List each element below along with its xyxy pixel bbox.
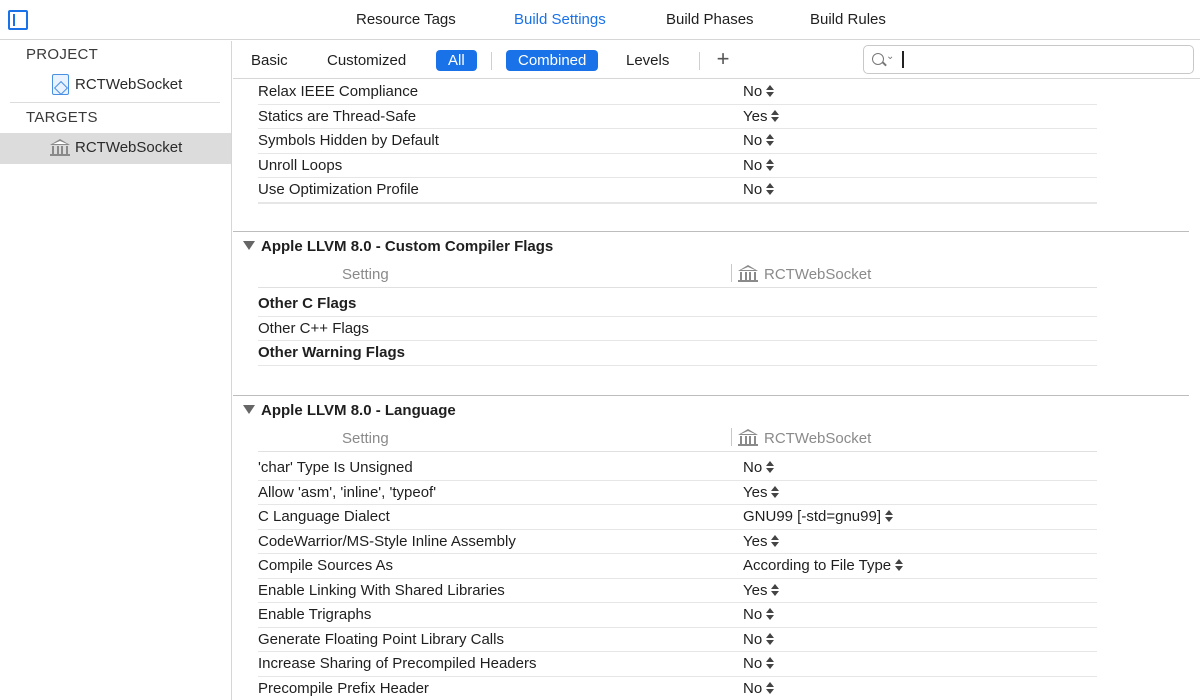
column-header	[258, 426, 1097, 452]
value-text: No	[743, 83, 763, 100]
setting-value[interactable]	[743, 508, 895, 525]
stepper-icon	[771, 110, 781, 122]
stepper-icon	[766, 608, 776, 620]
setting-row[interactable]	[258, 341, 1097, 366]
value-text: Yes	[743, 483, 768, 501]
stepper-icon	[771, 584, 781, 596]
disclosure-triangle-icon[interactable]	[243, 405, 255, 414]
section-title: Apple LLVM 8.0 - Language	[261, 402, 456, 419]
setting-name: Other C++ Flags	[258, 319, 369, 337]
filter-levels-button[interactable]: Levels	[626, 52, 670, 69]
text-cursor	[902, 51, 904, 68]
setting-value[interactable]	[743, 631, 776, 648]
column-target-label: RCTWebSocket	[764, 430, 872, 447]
filter-divider	[491, 52, 492, 70]
sidebar-item-project[interactable]	[0, 70, 231, 101]
column-setting-label: Setting	[342, 266, 389, 283]
tab-build-settings[interactable]: Build Settings	[514, 11, 606, 28]
search-field[interactable]	[863, 45, 1194, 74]
value-text: Yes	[743, 581, 768, 599]
setting-name: Use Optimization Profile	[258, 181, 419, 198]
setting-name: Compile Sources As	[258, 557, 394, 574]
value-text: No	[743, 606, 763, 623]
add-build-setting-button[interactable]: +	[716, 46, 730, 71]
setting-name: 'char' Type Is Unsigned	[258, 459, 413, 476]
search-icon	[872, 53, 884, 65]
setting-row[interactable]	[258, 677, 1097, 700]
setting-row[interactable]	[258, 80, 1097, 105]
setting-value[interactable]	[743, 484, 781, 501]
editor-tab-bar	[0, 0, 1200, 40]
value-text: No	[743, 630, 763, 648]
setting-value[interactable]	[743, 108, 781, 125]
project-heading: PROJECT	[26, 46, 99, 63]
project-file-icon	[52, 74, 69, 95]
value-text: According to File Type	[743, 557, 892, 574]
setting-name: Symbols Hidden by Default	[258, 132, 439, 149]
sidebar-item-label: RCTWebSocket	[75, 139, 183, 156]
value-text: No	[743, 655, 763, 672]
section-title: Apple LLVM 8.0 - Custom Compiler Flags	[261, 238, 554, 255]
stepper-icon	[766, 183, 776, 195]
stepper-icon	[885, 510, 895, 522]
disclosure-triangle-icon[interactable]	[243, 241, 255, 250]
setting-value[interactable]	[743, 655, 776, 672]
setting-value[interactable]	[743, 680, 776, 697]
stepper-icon	[766, 657, 776, 669]
target-building-icon	[738, 429, 758, 447]
chevron-down-icon: ⌄	[886, 51, 895, 62]
build-settings-list	[233, 80, 1200, 700]
setting-name: C Language Dialect	[258, 508, 390, 525]
section-header-custom-compiler-flags[interactable]	[243, 238, 553, 255]
setting-row[interactable]	[258, 154, 1097, 179]
setting-row[interactable]	[258, 554, 1097, 579]
target-building-icon	[738, 265, 758, 283]
setting-name: CodeWarrior/MS-Style Inline Assembly	[258, 532, 516, 550]
setting-name: Other Warning Flags	[258, 344, 405, 361]
value-text: No	[743, 181, 763, 198]
filter-customized-button[interactable]: Customized	[327, 52, 407, 69]
project-targets-sidebar	[0, 41, 232, 700]
setting-row[interactable]	[258, 456, 1097, 481]
setting-row[interactable]	[258, 505, 1097, 530]
setting-name: Allow 'asm', 'inline', 'typeof'	[258, 483, 437, 501]
column-setting-label: Setting	[342, 430, 389, 447]
value-text: Yes	[743, 532, 768, 550]
filter-divider	[699, 52, 700, 70]
setting-row[interactable]	[258, 652, 1097, 677]
tab-build-phases[interactable]: Build Phases	[666, 11, 754, 28]
setting-row[interactable]	[258, 317, 1097, 342]
setting-row[interactable]	[258, 579, 1097, 604]
targets-heading: TARGETS	[26, 109, 98, 126]
setting-value[interactable]	[743, 533, 781, 550]
setting-row[interactable]	[258, 129, 1097, 154]
stepper-icon	[766, 633, 776, 645]
value-text: No	[743, 459, 763, 476]
value-text: No	[743, 679, 763, 697]
setting-value[interactable]	[743, 157, 776, 174]
section-divider	[233, 231, 1189, 232]
value-text: Yes	[743, 107, 768, 125]
settings-filter-bar	[233, 41, 1200, 79]
stepper-icon	[766, 159, 776, 171]
value-text: GNU99 [-std=gnu99]	[743, 508, 881, 525]
column-target-label: RCTWebSocket	[764, 266, 872, 283]
setting-value[interactable]	[743, 83, 776, 100]
tab-resource-tags[interactable]: Resource Tags	[356, 11, 456, 28]
setting-row[interactable]	[258, 292, 1097, 317]
setting-value[interactable]	[743, 459, 776, 476]
setting-name: Statics are Thread-Safe	[258, 107, 417, 125]
setting-value[interactable]	[743, 557, 905, 574]
stepper-icon	[895, 559, 905, 571]
section-header-language[interactable]	[243, 402, 456, 419]
setting-row[interactable]	[258, 178, 1097, 203]
search-input[interactable]	[900, 48, 1188, 71]
sidebar-item-target[interactable]	[0, 133, 231, 164]
filter-all-button[interactable]: All	[436, 50, 477, 71]
setting-value[interactable]	[743, 181, 776, 198]
stepper-icon	[771, 486, 781, 498]
setting-value[interactable]	[743, 606, 776, 623]
section-divider	[233, 395, 1189, 396]
setting-name: Precompile Prefix Header	[258, 679, 429, 697]
column-divider	[731, 264, 732, 282]
setting-name: Unroll Loops	[258, 156, 343, 174]
sidebar-divider	[10, 102, 220, 103]
setting-row[interactable]	[258, 481, 1097, 506]
setting-name: Increase Sharing of Precompiled Headers	[258, 655, 537, 672]
setting-name: Enable Trigraphs	[258, 606, 372, 623]
setting-row[interactable]	[258, 628, 1097, 653]
stepper-icon	[766, 682, 776, 694]
setting-row[interactable]	[258, 105, 1097, 130]
setting-value[interactable]	[743, 582, 781, 599]
column-divider	[731, 428, 732, 446]
setting-name: Generate Floating Point Library Calls	[258, 630, 504, 648]
stepper-icon	[771, 535, 781, 547]
value-text: No	[743, 156, 763, 174]
sidebar-item-label: RCTWebSocket	[75, 76, 183, 93]
target-building-icon	[50, 139, 70, 157]
tab-build-rules[interactable]: Build Rules	[810, 11, 886, 28]
navigator-toggle-icon[interactable]	[8, 10, 28, 30]
stepper-icon	[766, 85, 776, 97]
stepper-icon	[766, 461, 776, 473]
setting-name: Enable Linking With Shared Libraries	[258, 581, 505, 599]
setting-name: Other C Flags	[258, 295, 357, 312]
setting-row[interactable]	[258, 603, 1097, 628]
column-header	[258, 262, 1097, 288]
setting-row[interactable]	[258, 530, 1097, 555]
filter-basic-button[interactable]: Basic	[251, 52, 288, 69]
setting-name: Relax IEEE Compliance	[258, 83, 419, 100]
setting-value[interactable]	[743, 132, 776, 149]
row-divider	[258, 203, 1097, 204]
filter-combined-button[interactable]: Combined	[506, 50, 598, 71]
stepper-icon	[766, 134, 776, 146]
value-text: No	[743, 132, 763, 149]
